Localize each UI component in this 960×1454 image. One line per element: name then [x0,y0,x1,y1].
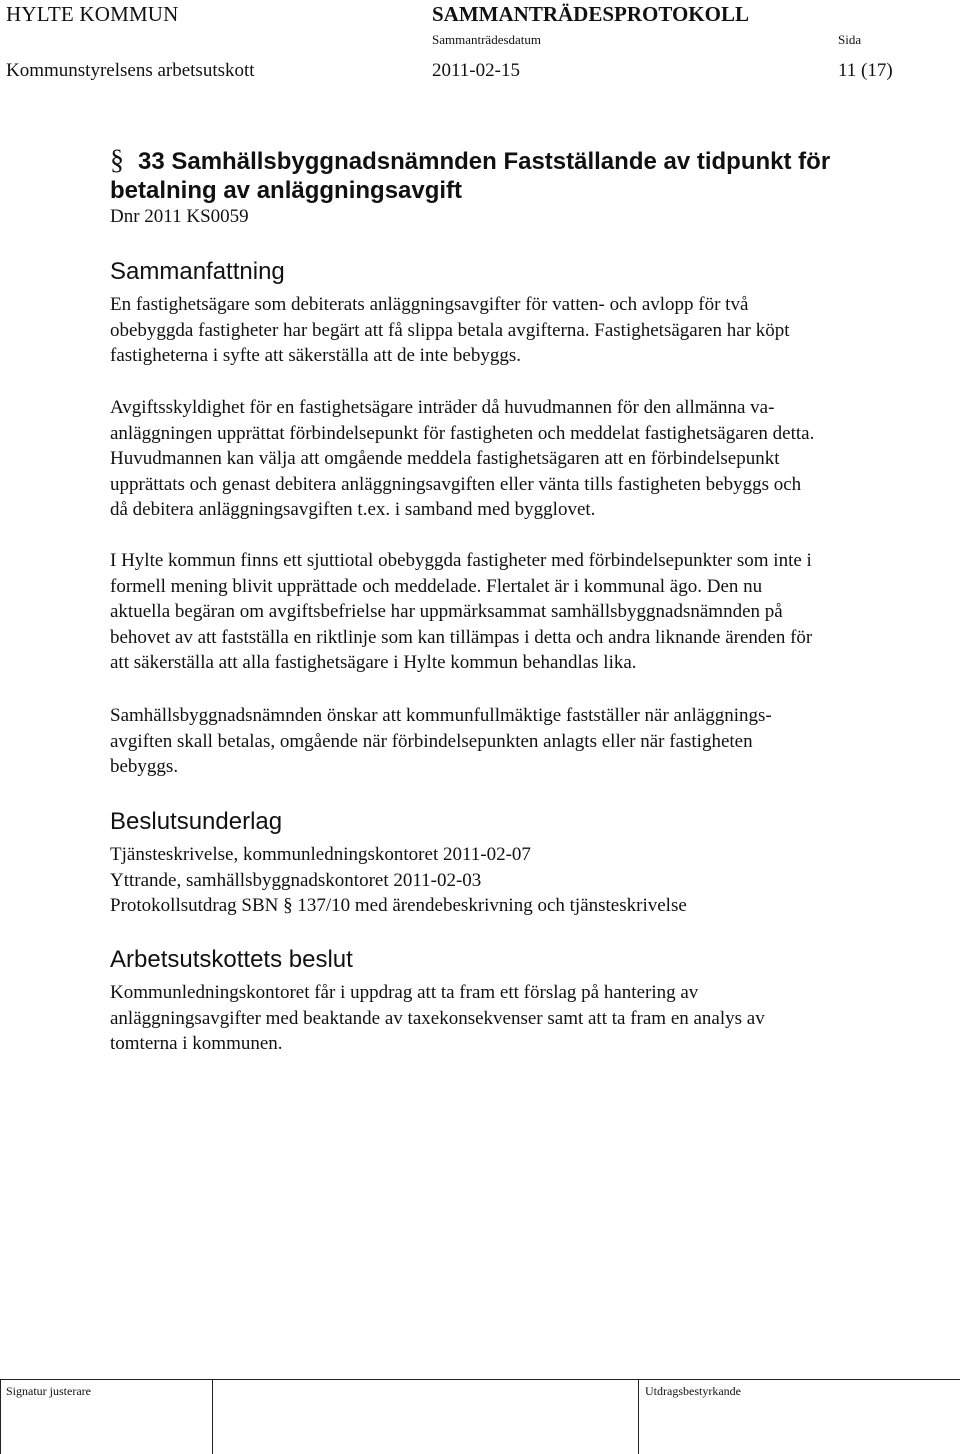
decision-heading: Arbetsutskottets beslut [110,946,353,973]
footer-cell-border [0,1379,1,1454]
organization-name: HYLTE KOMMUN [6,2,179,26]
summary-paragraph-3 [110,548,940,676]
text-line: behovet av att fastställa en riktlinje som kan tillämpas i detta och andra liknande ärenden för [110,626,813,648]
footer-divider [0,1379,960,1380]
basis-item: Tjänsteskrivelse, kommunledningskontoret 2011-02-07 [110,844,531,865]
text-line: fastigheterna i syfte att säkerställa att de inte bebyggs. [110,345,521,366]
basis-heading: Beslutsunderlag [110,808,283,835]
decision-text [110,980,940,1057]
committee-name: Kommunstyrelsens arbetsutskott [6,60,255,81]
basis-list [110,842,940,919]
meeting-date: 2011-02-15 [432,60,520,81]
text-line: aktuella begäran om avgiftsbefrielse har uppmärksammat samhällsbyggnadsnämnden på [110,601,783,622]
text-line: avgiften skall betalas, omgående när förbindelsepunkten anlagts eller när fastigheten [110,730,753,752]
summary-paragraph-4 [110,703,940,780]
text-line: Huvudmannen kan välja att omgående meddela fastighetsägaren att en förbindelsepunkt [110,448,780,469]
text-line: Samhällsbyggnadsnämnden önskar att kommunfullmäktige fastställer när anläggnings- [110,705,772,726]
extract-certification-label: Utdragsbestyrkande [645,1384,741,1398]
text-line: tomterna i kommunen. [110,1033,283,1054]
summary-paragraph-1 [110,292,940,369]
text-line: anläggningsavgifter med beaktande av taxekonsekvenser samt att ta fram en analys av [110,1007,765,1029]
item-title-line-2: betalning av anläggningsavgift [110,177,463,204]
text-line: då debitera anläggningsavgiften t.ex. i samband med bygglovet. [110,499,596,520]
page-number: 11 (17) [838,60,893,81]
summary-paragraph-2 [110,395,940,523]
reference-number: Dnr 2011 KS0059 [110,206,249,227]
text-line: anläggningen upprättat förbindelsepunkt för fastigheten och meddelat fastighetsägaren detta. [110,422,815,444]
basis-item: Protokollsutdrag SBN § 137/10 med ärendebeskrivning och tjänsteskrivelse [110,895,687,916]
text-line: obebyggda fastigheter har begärt att få slippa betala avgifterna. Fastighetsägaren har köpt [110,319,790,341]
page-label: Sida [838,32,862,47]
signature-label: Signatur justerare [6,1384,91,1398]
text-line: bebyggs. [110,756,179,777]
basis-item: Yttrande, samhällsbyggnadskontoret 2011-02-03 [110,869,482,891]
text-line: En fastighetsägare som debiterats anläggningsavgifter för vatten- och avlopp för två [110,294,749,315]
footer-cell-border [638,1379,639,1454]
meeting-date-label: Sammanträdesdatum [432,32,542,47]
text-line: upprättats och genast debitera anläggningsavgiften eller vänta tills fastigheten bebyggs och [110,473,802,495]
summary-heading: Sammanfattning [110,258,285,285]
item-title [110,146,910,205]
text-line: Kommunledningskontoret får i uppdrag att ta fram ett förslag på hantering av [110,982,699,1003]
footer-cell-border [212,1379,213,1454]
text-line: att säkerställa att alla fastighetsägare i Hylte kommun behandlas lika. [110,652,637,673]
text-line: formell mening blivit upprättade och meddelade. Flertalet är i kommunal ägo. Den nu [110,575,763,597]
text-line: Avgiftsskyldighet för en fastighetsägare inträder då huvudmannen för den allmänna va- [110,397,775,418]
section-sign: § [110,145,124,176]
text-line: I Hylte kommun finns ett sjuttiotal obebyggda fastigheter med förbindelsepunkter som inte i [110,550,812,571]
item-title-line-1: 33 Samhällsbyggnadsnämnden Fastställande av tidpunkt för [138,148,831,175]
document-type: SAMMANTRÄDESPROTOKOLL [432,2,749,26]
